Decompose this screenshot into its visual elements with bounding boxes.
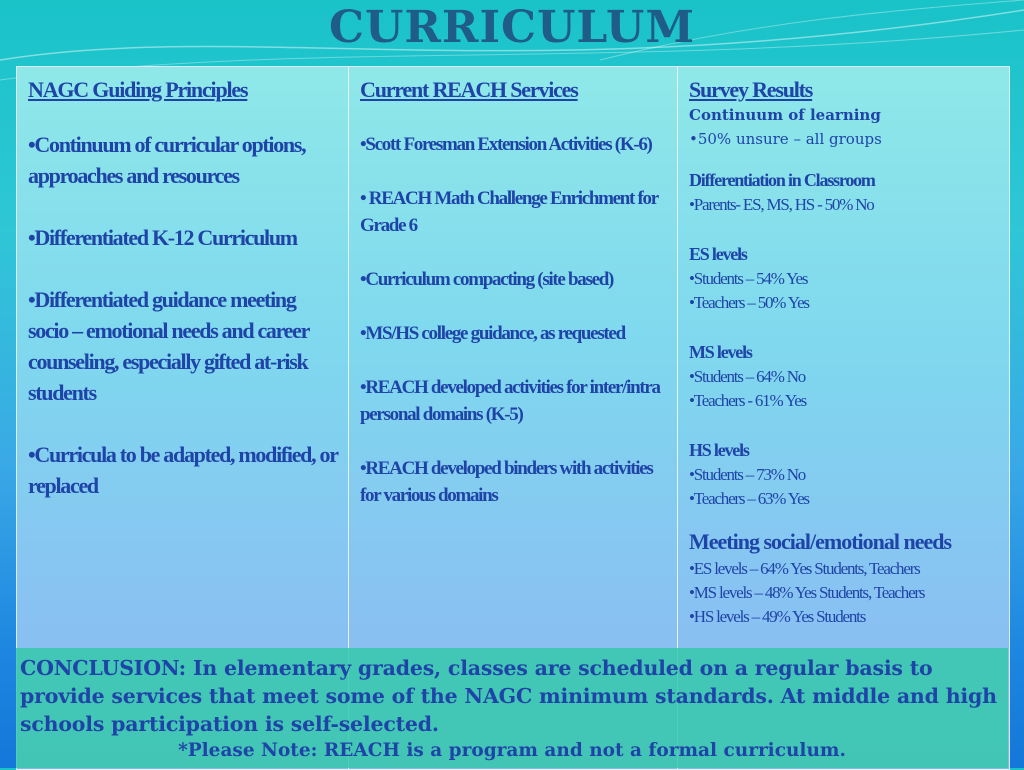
- reach-item: •REACH developed activities for inter/intra personal domains (K-5): [360, 377, 660, 425]
- social-hs: •HS levels – 49% Yes Students: [689, 607, 866, 626]
- ms-levels-label: MS levels: [689, 342, 752, 362]
- continuum-label: Continuum of learning: [689, 106, 881, 124]
- differentiation-value: •Parents- ES, MS, HS - 50% No: [689, 195, 874, 214]
- ms-students: •Students – 64% No: [689, 367, 806, 386]
- reach-item: •Curriculum compacting (site based): [360, 269, 613, 290]
- conclusion-text: CONCLUSION: In elementary grades, classes are scheduled on a regular basis to provide services that meet some of the NAGC minimum standards. At middle and high schools participation is self-selected.: [20, 656, 997, 736]
- ms-teachers: •Teachers - 61% Yes: [689, 391, 806, 410]
- differentiation-label: Differentiation in Classroom: [689, 170, 875, 190]
- survey-header: Survey Results: [689, 77, 813, 102]
- nagc-header: NAGC Guiding Principles: [28, 77, 248, 102]
- reach-item: • REACH Math Challenge Enrichment for Grade 6: [360, 188, 658, 236]
- es-levels-label: ES levels: [689, 244, 747, 264]
- page-title: CURRICULUM: [328, 2, 696, 53]
- es-students: •Students – 54% Yes: [689, 269, 808, 288]
- conclusion-box: [16, 648, 1008, 768]
- reach-item: •Scott Foresman Extension Activities (K-6): [360, 134, 652, 155]
- nagc-item: •Differentiated guidance meeting socio – emotional needs and career counseling, especially gifted at-risk students: [28, 287, 309, 405]
- hs-levels-label: HS levels: [689, 440, 749, 460]
- reach-header: Current REACH Services: [360, 77, 578, 102]
- reach-item: •REACH developed binders with activities for various domains: [360, 458, 653, 506]
- reach-item: •MS/HS college guidance, as requested: [360, 323, 625, 344]
- nagc-item: •Differentiated K-12 Curriculum: [28, 225, 297, 250]
- conclusion-note: *Please Note: REACH is a program and not a formal curriculum.: [178, 740, 846, 761]
- social-emotional-label: Meeting social/emotional needs: [689, 529, 952, 554]
- social-es: •ES levels – 64% Yes Students, Teachers: [689, 559, 920, 578]
- es-teachers: •Teachers – 50% Yes: [689, 293, 809, 312]
- nagc-item: •Continuum of curricular options, approaches and resources: [28, 132, 306, 188]
- hs-students: •Students – 73% No: [689, 465, 806, 484]
- hs-teachers: •Teachers – 63% Yes: [689, 489, 809, 508]
- nagc-item: •Curricula to be adapted, modified, or replaced: [28, 442, 338, 498]
- continuum-value: •50% unsure – all groups: [689, 130, 882, 148]
- social-ms: •MS levels – 48% Yes Students, Teachers: [689, 583, 925, 602]
